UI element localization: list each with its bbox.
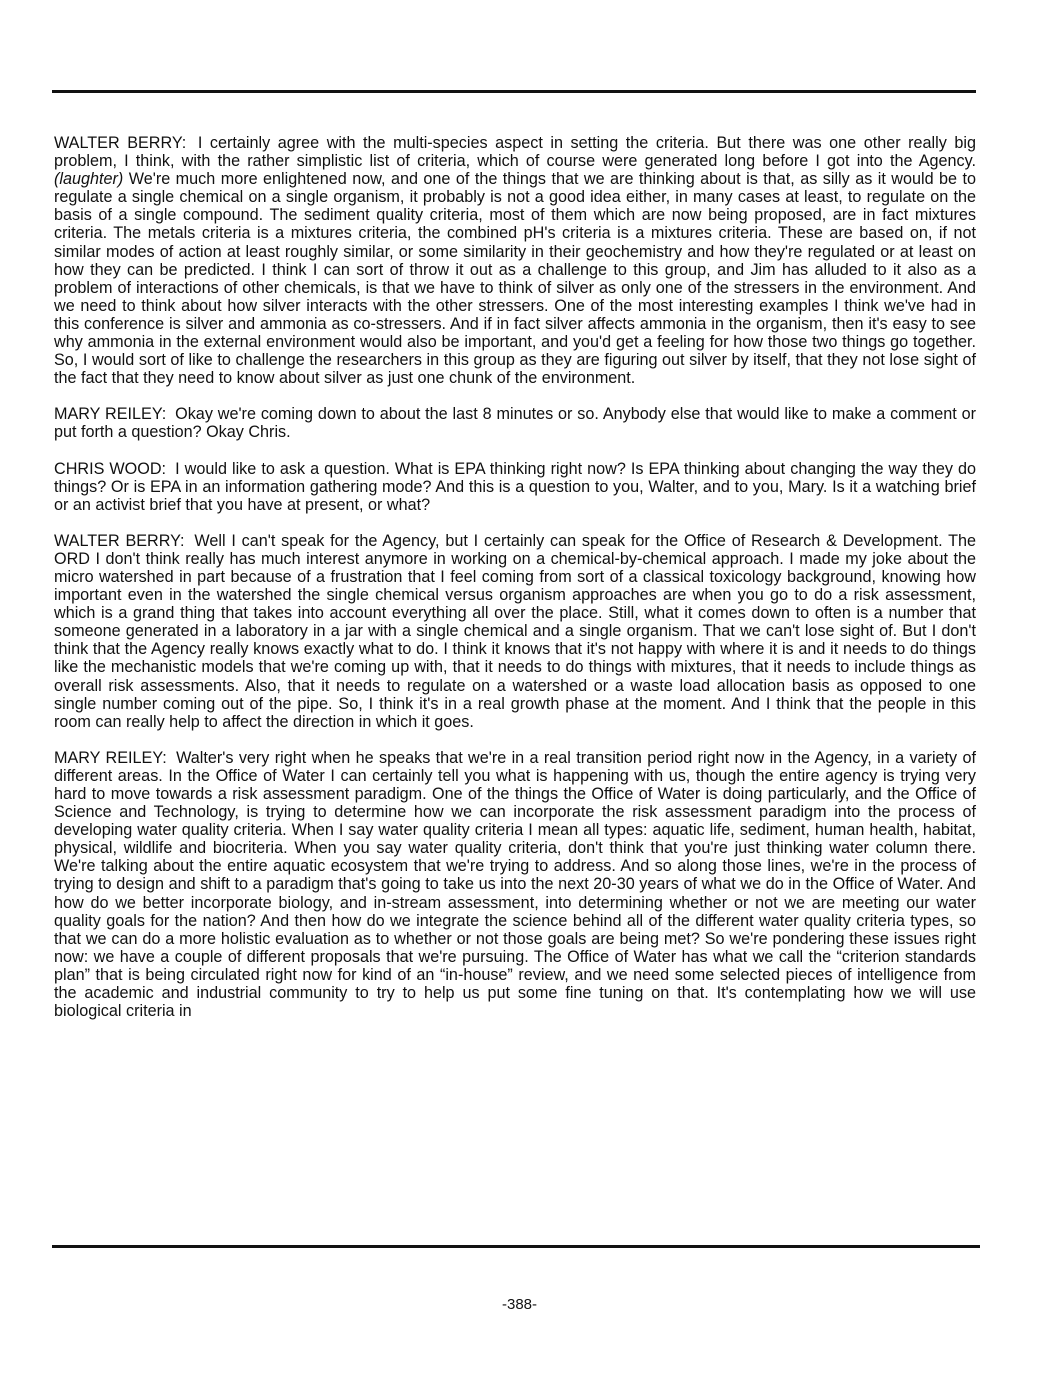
bottom-rule xyxy=(52,1245,980,1248)
paragraph-text: Okay we're coming down to about the last 8 minutes or so. Anybody else that would like to make a comment or put forth a question? Okay Chris. xyxy=(54,405,976,442)
speaker-label: MARY REILEY: xyxy=(54,405,167,424)
paragraph-text: I would like to ask a question. What is EPA thinking right now? Is EPA thinking about changing the way they do things? Or is EPA in an information gathering mode? And this is a question to you, Walter, and to you, Mary. Is it a watching brief or an activist brief that you have at present, or what? xyxy=(54,459,976,514)
paragraph-chris-wood xyxy=(54,460,976,514)
page-number: -388- xyxy=(501,1296,538,1313)
speaker-label: CHRIS WOOD: xyxy=(54,459,167,478)
speaker-label: WALTER BERRY: xyxy=(54,531,185,550)
paragraph-walter-berry-1 xyxy=(54,134,976,387)
paragraph-text: I certainly agree with the multi-species aspect in setting the criteria. But there was one other really big problem, I think, with the rather simplistic list of criteria, which of course were generated long before I got into the Agency. xyxy=(54,134,976,171)
speaker-label: MARY REILEY: xyxy=(54,748,167,767)
paragraph-mary-reiley-1 xyxy=(54,405,976,441)
speaker-label: WALTER BERRY: xyxy=(54,134,187,152)
paragraph-text: Walter's very right when he speaks that we're in a real transition period right now in the Agency, in a variety of different areas. In the Office of Water I can certainly tell you what is happening with us, though the entire agency is trying very hard to move towards a risk assessment paradigm. One of the things the Office of Water is doing particularly, and the Office of Science and Technology, is trying to determine how we can incorporate the risk assessment paradigm into the process of developing water quality criteria. When I say water quality criteria I mean all types: aquatic life, sediment, human health, habitat, physical, wildlife and biocriteria. When you say water quality criteria, don't think that you're just thinking water column there. We're talking about the entire aquatic ecosystem that we're trying to address. And so along those lines, we're in the process of trying to design and shift to a paradigm that's going to take us into the next 20-30 years of what we do in the Office of Water. And how do we better incorporate biology, and in-stream assessment, into determining whether or not we are meeting our water quality goals for the nation? And then how do we integrate the science behind all of the different water quality criteria types, so that we can do a more holistic evaluation as to whether or not those goals are being met? So we're pondering these issues right now: we have a couple of different proposals that we're pursuing. The Office of Water has what we call the “criterion standards plan” that is being circulated right now for kind of an “in-house” review, and we need some selected pieces of intelligence from the academic and industrial community to try to help us put some fine tuning on that. It's contemplating how we will use biological criteria in xyxy=(54,748,976,1021)
top-rule xyxy=(52,90,976,93)
paragraph-walter-berry-2 xyxy=(54,532,976,731)
paragraph-text-continued: We're much more enlightened now, and one of the things that we are thinking about is that, as silly as it would be to regulate a single chemical on a single organism, it probably is not a good idea either, in many cases at least, to regulate on the basis of a single compound. The sediment quality criteria, most of them which are now being proposed, are in fact mixtures criteria. The metals criteria is a mixtures criteria, the combined pH's criteria is a mixtures criteria. These are based on, if not similar modes of action at least roughly similar, or some similarity in their geochemistry and how they're regulated or at least on how they can be predicted. I think I can sort of throw it out as a challenge to this group, and Jim has alluded to it also as a problem of interactions of other chemicals, is that we have to think of silver as only one of the stressers in the environment. And we need to think about how silver interacts with the other stressers. One of the most interesting examples I think we've had in this conference is silver and ammonia as co-stressers. And if in fact silver affects ammonia in the organism, then it's easy to see why ammonia in the external environment would also be important, and you'd get a feeling for how those two things go together. So, I would sort of like to challenge the researchers in this group as they are figuring out silver by itself, that they not lose sight of the fact that they need to know about silver as just one chunk of the environment. xyxy=(54,170,977,388)
stage-direction: (laughter) xyxy=(54,170,124,189)
paragraph-mary-reiley-2 xyxy=(54,749,976,1020)
paragraph-text: Well I can't speak for the Agency, but I certainly can speak for the Office of Research & Development. The ORD I don't think really has much interest anymore in working on a chemical-by-chemical approach. I made my joke about the micro watershed in part because of a frustration that I feel coming from sort of a classical toxicology background, knowing how important even in the watershed the single chemical versus organism approaches are when you go to do a risk assessment, which is a grand thing that takes into account everything all over the place. Still, what it comes down to often is a number that someone generated in a laboratory in a jar with a single chemical and a single organism. That we can't lose sight of. But I don't think that the Agency really knows exactly what to do. I think it knows that it's not happy with where it is and it needs to do things like the mechanistic models that we're coming up with, that it needs to do things with mixtures, that it needs to include things as overall risk assessments. Also, that it needs to regulate on a watershed or a waste load allocation basis as opposed to one single number coming out of the pipe. So, I think it's in a real growth phase at the moment. And I think that the people in this room can really help to affect the direction in which it goes. xyxy=(54,531,977,731)
transcript-body xyxy=(54,134,976,1038)
